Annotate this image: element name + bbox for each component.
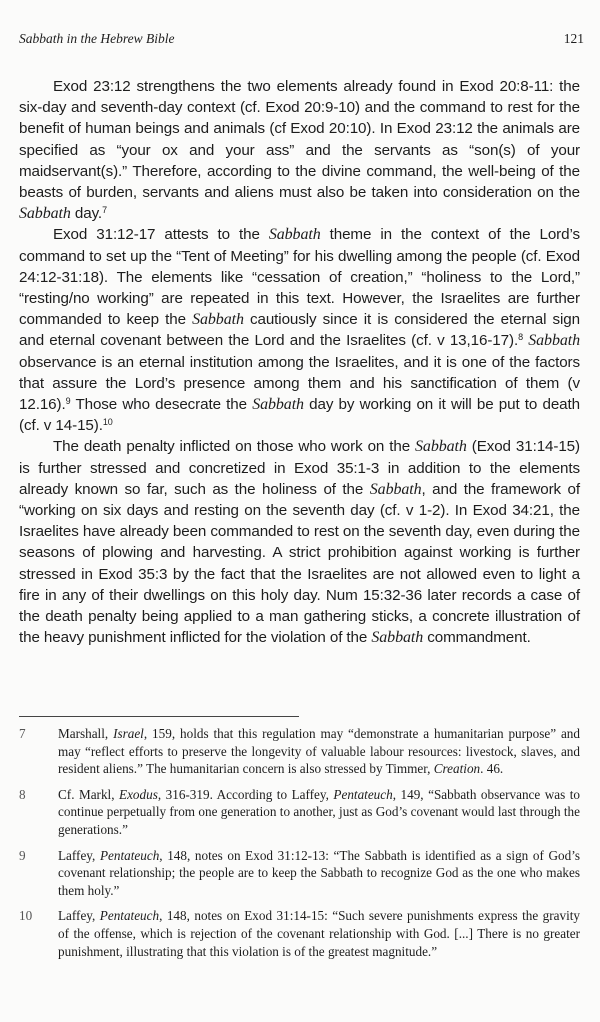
running-title: Sabbath in the Hebrew Bible: [19, 31, 175, 46]
italic-text: Sabbath: [252, 396, 304, 414]
text-run: , 149, “Sabbath observance was to continue perpetually from one generation to another, just as God’s covenant would last through the generations.”: [58, 786, 581, 837]
italic-text: Sabbath: [415, 438, 467, 456]
italic-text: Sabbath: [528, 332, 580, 350]
text-run: , and the framework of “working on six days and resting on the seventh day (cf. v 1-2). In Exod 34:21, the Israelites have already been commanded to rest on the seventh day, even during the seasons of plowing and harvesting. A strict prohibition against working is further stressed in Exod 35:3 by the fact that the Israelites are not allowed even to light a fire in any of their dwellings on this holy day. Num 15:32-36 later records a case of the death penalty being applied to a man gathering sticks, a concrete illustration of the heavy punishment inflicted for the violation of the: [19, 480, 581, 647]
footnote: [19, 907, 580, 960]
footnote-number: 8: [19, 786, 26, 802]
text-run: theme in the context of the Lord’s command to set up the “Tent of Meeting” for his dwelling among the people (cf. Exod 24:12-31:18). The elements like “cessation of creation,” “holiness to the Lord,” “resting/no working” are repeated in this text. However, the Israelites are further commanded to keep the: [19, 226, 580, 329]
footnote: [19, 725, 580, 778]
italic-text: Sabbath: [19, 205, 71, 223]
text-run: cautiously since it is considered the eternal sign and eternal covenant between the Lord and the Israelites (cf. v 13,16-17).: [19, 311, 581, 350]
italic-text: Pentateuch: [99, 908, 160, 924]
footnote-ref: 8: [518, 332, 523, 343]
paragraph: [19, 224, 580, 436]
text-run: commandment.: [423, 629, 531, 647]
italic-text: Sabbath: [371, 629, 424, 647]
footnote-divider: [19, 716, 299, 717]
footnote-number: 7: [19, 726, 26, 741]
text-run: , 148, notes on Exod 31:14-15: “Such severe punishments express the gravity of the offense, which is rejection of the covenant relationship with God. [...] There is no greater punishment, illustrating that this violation is of the greatest magnitude.”: [58, 908, 581, 959]
text-run: Cf. Markl,: [58, 786, 120, 802]
footnote-text: [58, 786, 580, 839]
page-number: 121: [563, 31, 584, 46]
italic-text: Sabbath: [268, 226, 321, 244]
italic-text: Sabbath: [192, 311, 244, 329]
footnote-text: [58, 907, 580, 960]
text-run: Marshall,: [58, 726, 114, 741]
text-run: day.: [70, 205, 103, 223]
footnote-ref: 9: [65, 396, 71, 407]
text-run: Those who desecrate the: [70, 396, 253, 414]
text-run: Exod 23:12 strengthens the two elements already found in Exod 20:8-11: the six-day and seventh-day context (cf. Exod 20:9-10) and the command to rest for the benefit of human beings and animals (cf Exod 20:10). In Exod 23:12 the animals are specified as “your ox and your ass” and the servants as “son(s) of your maidservant(s).” Therefore, according to the divine command, the well-being of the beasts of burden, servants and aliens must also be taken into consideration on the: [19, 78, 580, 202]
italic-text: Creation: [433, 761, 481, 777]
italic-text: Pentateuch: [333, 786, 393, 802]
paragraph: [19, 436, 580, 648]
text-run: The death penalty inflicted on those who work on the: [53, 438, 416, 456]
text-run: Laffey,: [58, 908, 100, 924]
text-run: . 46.: [480, 761, 504, 777]
text-run: observance is an eternal institution among the Israelites, and it is one of the factors that assure the Lord’s presence among them and his sanctification of them (v 12.16).: [19, 353, 580, 414]
footnote-text: [58, 725, 580, 778]
footnote: [19, 847, 580, 900]
footnote-number: 10: [19, 908, 33, 924]
italic-text: Sabbath: [369, 480, 422, 498]
main-text: [19, 76, 580, 648]
text-run: (Exod 31:14-15) is further stressed and concretized in Exod 35:1-3 in addition to the elements already known so far, such as the holiness of the: [19, 438, 580, 498]
footnotes: [19, 725, 580, 968]
running-header: [19, 30, 584, 48]
text-run: , 316-319. According to Laffey,: [157, 786, 334, 802]
text-run: , 148, notes on Exod 31:12-13: “The Sabbath is identified as a sign of God’s covenant relationship; the people are to keep the Sabbath to recognize God as the one who makes them holy.”: [58, 847, 580, 898]
text-run: day by working on it will be put to death (cf. v 14-15).: [19, 396, 580, 435]
footnote-ref: 7: [102, 205, 107, 216]
text-run: , 159, holds that this regulation may “demonstrate a humanitarian purpose” and may “reflect efforts to preserve the longevity of valuable labour resources: livestock, slaves, and resident aliens.” The humanitarian concern is also stressed by Timmer,: [58, 726, 580, 777]
footnote: [19, 786, 580, 839]
text-run: Laffey,: [58, 847, 100, 863]
italic-text: Exodus: [119, 786, 158, 802]
italic-text: Pentateuch: [99, 847, 160, 863]
paragraph: [19, 76, 580, 224]
footnote-text: [58, 847, 580, 900]
text-run: Exod 31:12-17 attests to the: [53, 226, 269, 244]
footnote-number: 9: [19, 847, 26, 863]
italic-text: Israel: [113, 726, 144, 741]
footnote-ref: 10: [102, 417, 113, 428]
